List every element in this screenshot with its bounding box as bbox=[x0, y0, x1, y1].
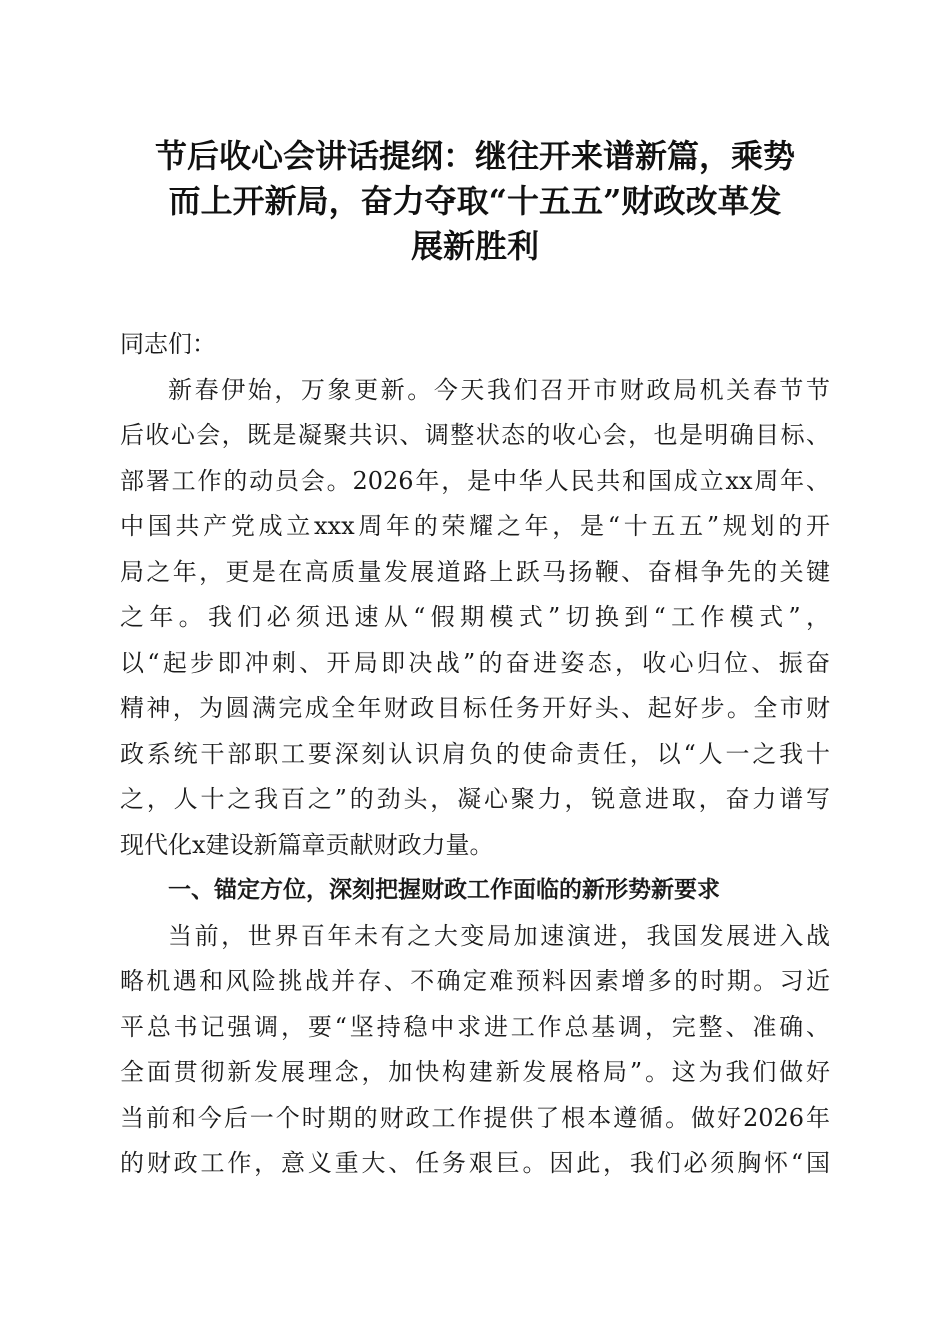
paragraph-line: 当前和今后一个时期的财政工作提供了根本遵循。做好2026年 bbox=[120, 1103, 830, 1132]
title-line: 节后收心会讲话提纲：继往开来谱新篇，乘势 bbox=[154, 137, 795, 175]
document-title bbox=[100, 134, 850, 269]
salutation: 同志们： bbox=[120, 330, 216, 358]
title-line: 展新胜利 bbox=[410, 227, 539, 265]
paragraph-line: 的财政工作，意义重大、任务艰巨。因此，我们必须胸怀“国 bbox=[120, 1149, 830, 1177]
paragraph-line: 略机遇和风险挑战并存、不确定难预料因素增多的时期。习近 bbox=[120, 967, 830, 995]
paragraph-line: 精神，为圆满完成全年财政目标任务开好头、起好步。全市财 bbox=[120, 694, 830, 722]
paragraph-1 bbox=[120, 368, 830, 869]
title-line: 而上开新局，奋力夺取“十五五”财政改革发 bbox=[168, 182, 782, 220]
section-heading: 一、锚定方位，深刻把握财政工作面临的新形势新要求 bbox=[168, 877, 720, 903]
paragraph-line: 部署工作的动员会。2026年，是中华人民共和国成立xx周年、 bbox=[120, 466, 830, 495]
paragraph-line: 政系统干部职工要深刻认识肩负的使命责任，以“人一之我十 bbox=[120, 739, 830, 768]
paragraph-line: 后收心会，既是凝聚共识、调整状态的收心会，也是明确目标、 bbox=[120, 421, 830, 449]
paragraph-line: 现代化x建设新篇章贡献财政力量。 bbox=[120, 830, 494, 859]
paragraph-line: 中国共产党成立xxx周年的荣耀之年，是“十五五”规划的开 bbox=[120, 512, 830, 540]
paragraph-line: 新春伊始，万象更新。今天我们召开市财政局机关春节节 bbox=[168, 375, 830, 404]
paragraph-line: 当前，世界百年未有之大变局加速演进，我国发展进入战 bbox=[168, 921, 830, 950]
paragraph-line: 全面贯彻新发展理念，加快构建新发展格局”。这为我们做好 bbox=[120, 1058, 830, 1086]
paragraph-line: 平总书记强调，要“坚持稳中求进工作总基调，完整、准确、 bbox=[120, 1012, 830, 1041]
paragraph-line: 之年。我们必须迅速从“假期模式”切换到“工作模式”， bbox=[120, 603, 830, 631]
paragraph-2 bbox=[120, 914, 830, 1187]
document-body bbox=[120, 322, 830, 1187]
paragraph-line: 局之年，更是在高质量发展道路上跃马扬鞭、奋楫争先的关键 bbox=[120, 557, 830, 586]
paragraph-line: 以“起步即冲刺、开局即决战”的奋进姿态，收心归位、振奋 bbox=[120, 648, 830, 677]
paragraph-line: 之，人十之我百之”的劲头，凝心聚力，锐意进取，奋力谱写 bbox=[120, 785, 830, 813]
